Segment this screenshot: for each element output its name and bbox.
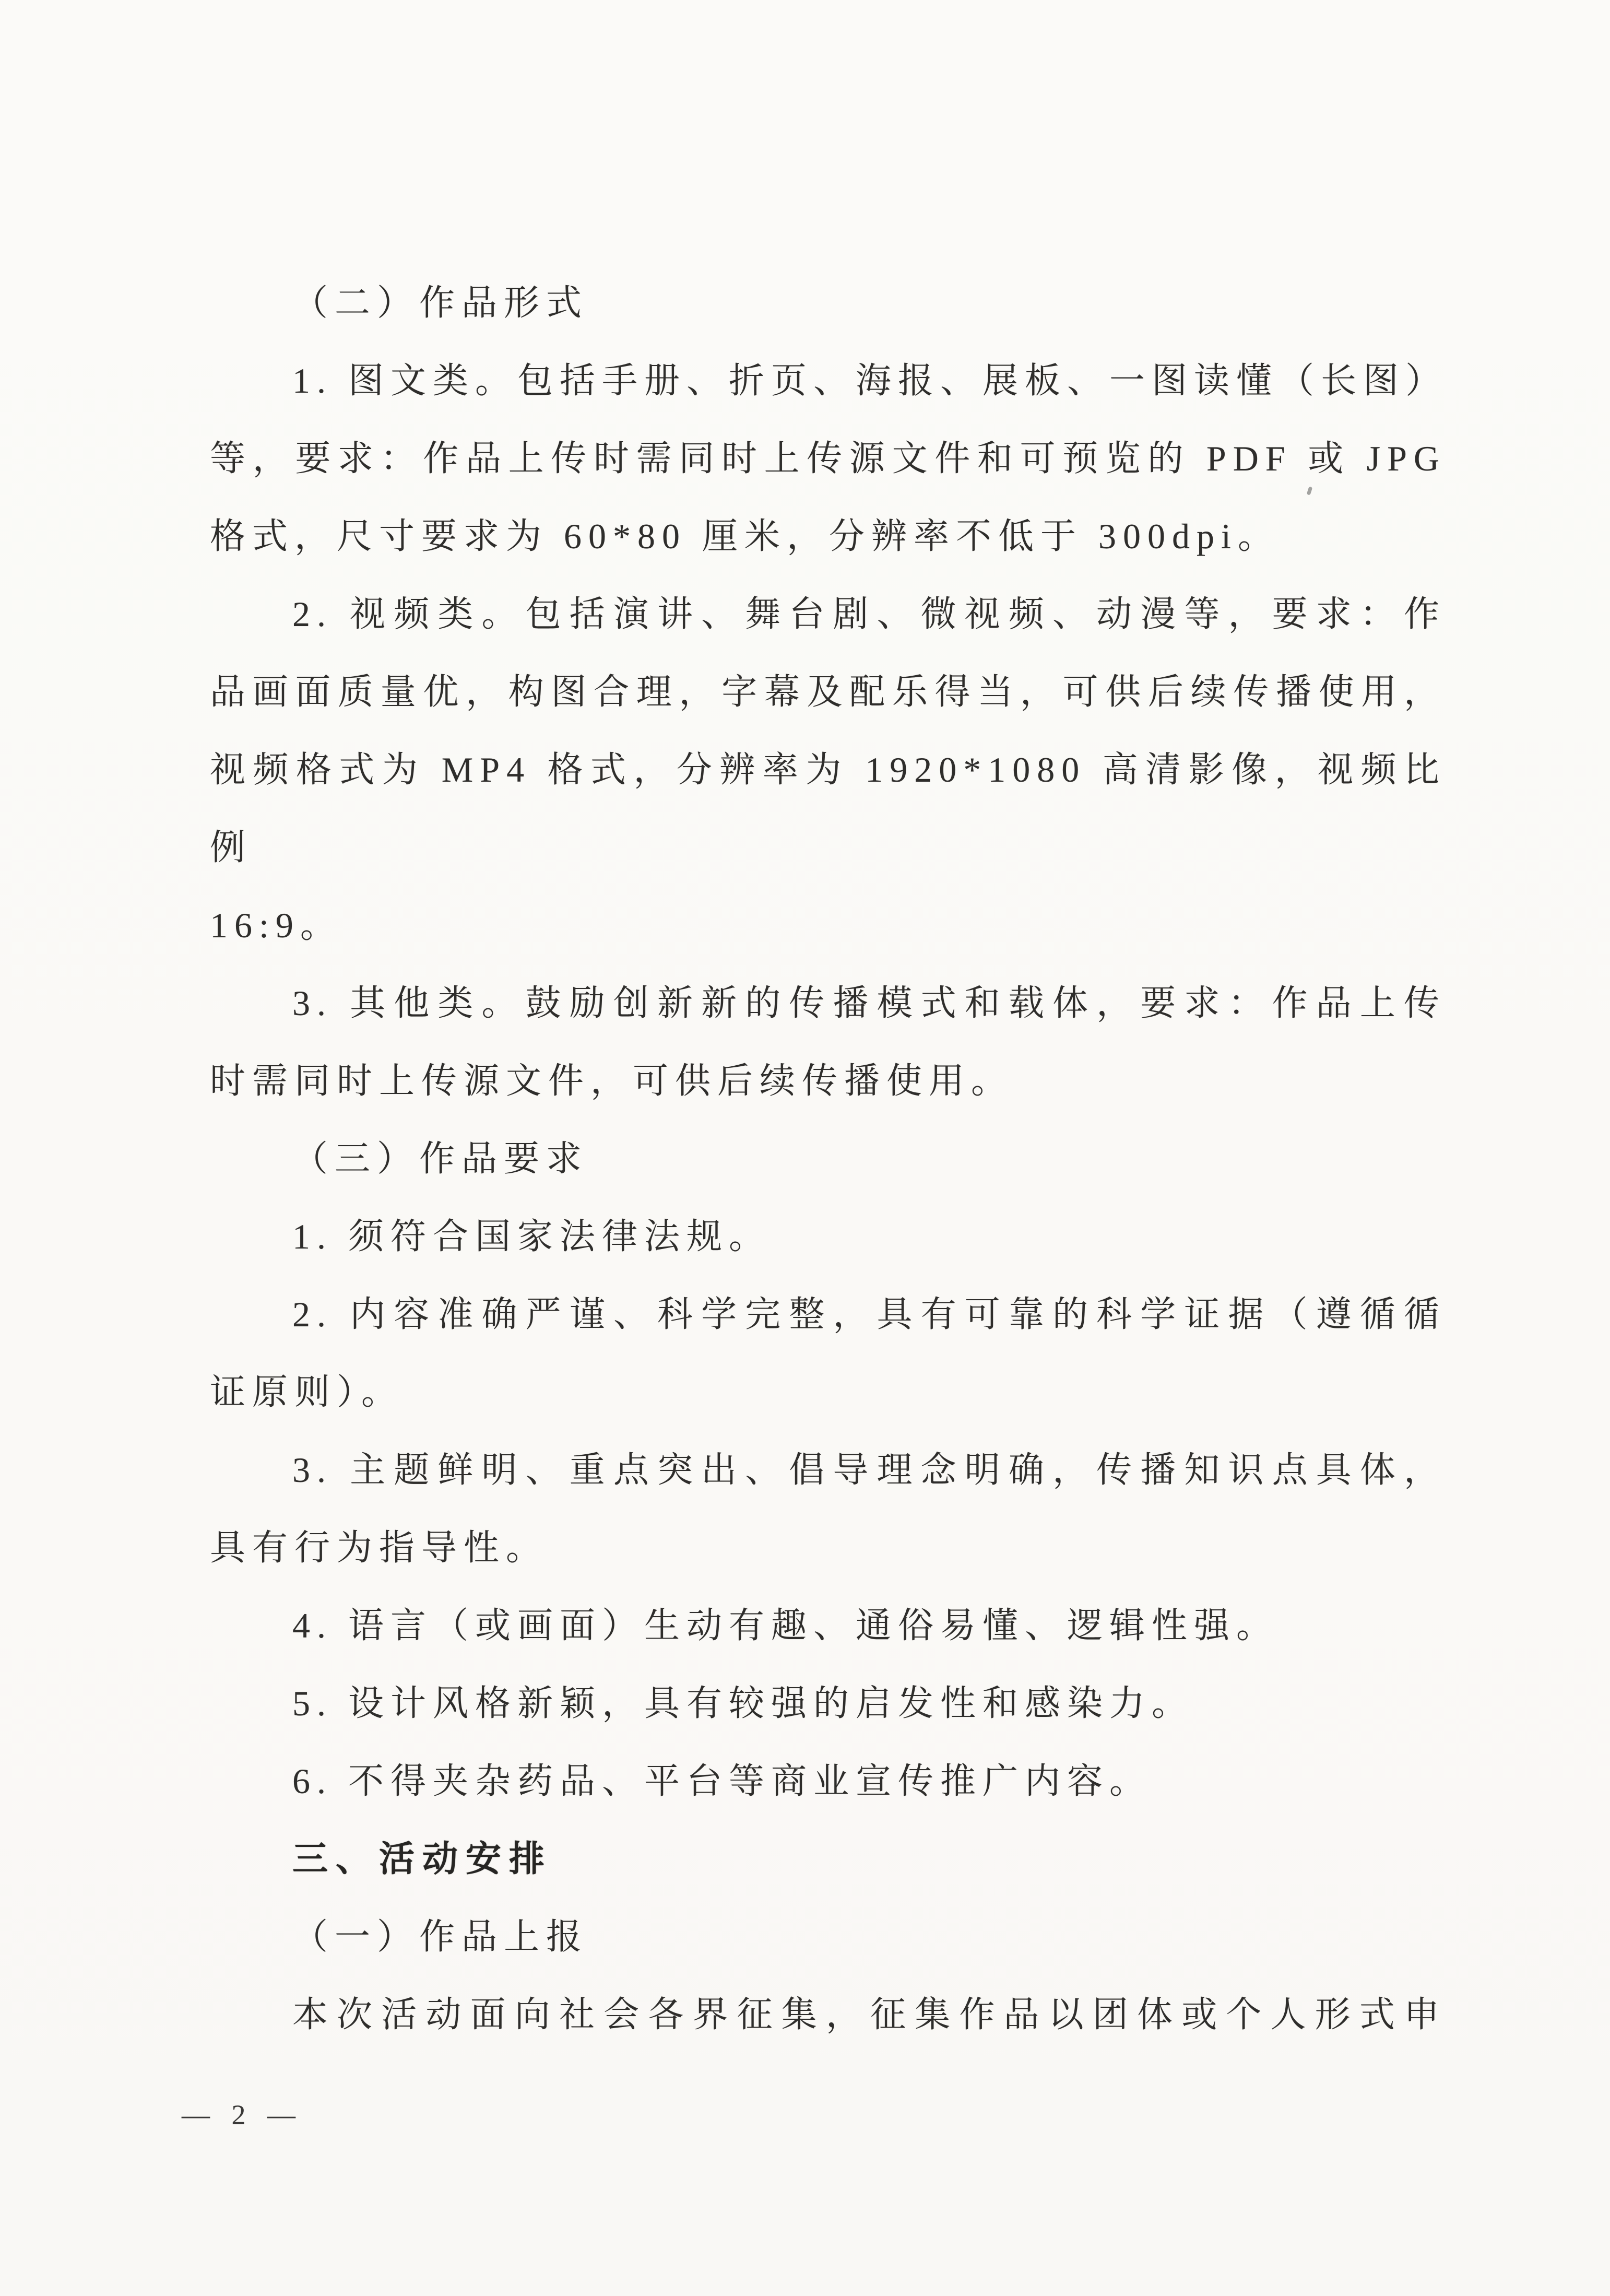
text-line: 3. 其他类。鼓励创新新的传播模式和载体，要求：作品上传: [292, 983, 1446, 1023]
page-number: — 2 —: [182, 2099, 303, 2130]
text-line: 等，要求：作品上传时需同时上传源文件和可预览的 PDF 或 JPG: [210, 439, 1446, 478]
text-line: 6. 不得夹杂药品、平台等商业宣传推广内容。: [292, 1761, 1152, 1801]
text-line: 2. 视频类。包括演讲、舞台剧、微视频、动漫等，要求：作: [292, 594, 1446, 634]
text-line: （二）作品形式: [292, 283, 589, 323]
text-line: （三）作品要求: [292, 1139, 589, 1179]
text-line: 格式，尺寸要求为 60*80 厘米，分辨率不低于 300dpi。: [210, 516, 1280, 556]
text-line: 5. 设计风格新颖，具有较强的启发性和感染力。: [292, 1683, 1194, 1723]
text-line: 证原则）。: [210, 1372, 404, 1412]
text-line: 时需同时上传源文件，可供后续传播使用。: [210, 1061, 1014, 1101]
section-heading: 三、活动安排: [292, 1839, 553, 1879]
text-line: 3. 主题鲜明、重点突出、倡导理念明确，传播知识点具体，: [292, 1450, 1446, 1490]
text-line: 本次活动面向社会各界征集，征集作品以团体或个人形式申: [292, 1995, 1446, 2034]
text-line: 视频格式为 MP4 格式，分辨率为 1920*1080 高清影像，视频比例: [210, 750, 1446, 867]
text-line: 2. 内容准确严谨、科学完整，具有可靠的科学证据（遵循循: [292, 1294, 1446, 1334]
text-line: 4. 语言（或画面）生动有趣、通俗易懂、逻辑性强。: [292, 1606, 1279, 1645]
text-line: 品画面质量优，构图合理，字幕及配乐得当，可供后续传播使用，: [210, 672, 1446, 712]
text-line: 1. 须符合国家法律法规。: [292, 1217, 772, 1256]
text-line: （一）作品上报: [292, 1917, 589, 1957]
text-line: 16:9。: [210, 905, 342, 945]
text-line: 具有行为指导性。: [210, 1528, 549, 1568]
document-body: [210, 264, 1446, 2054]
text-line: 1. 图文类。包括手册、折页、海报、展板、一图读懂（长图）: [292, 361, 1448, 401]
